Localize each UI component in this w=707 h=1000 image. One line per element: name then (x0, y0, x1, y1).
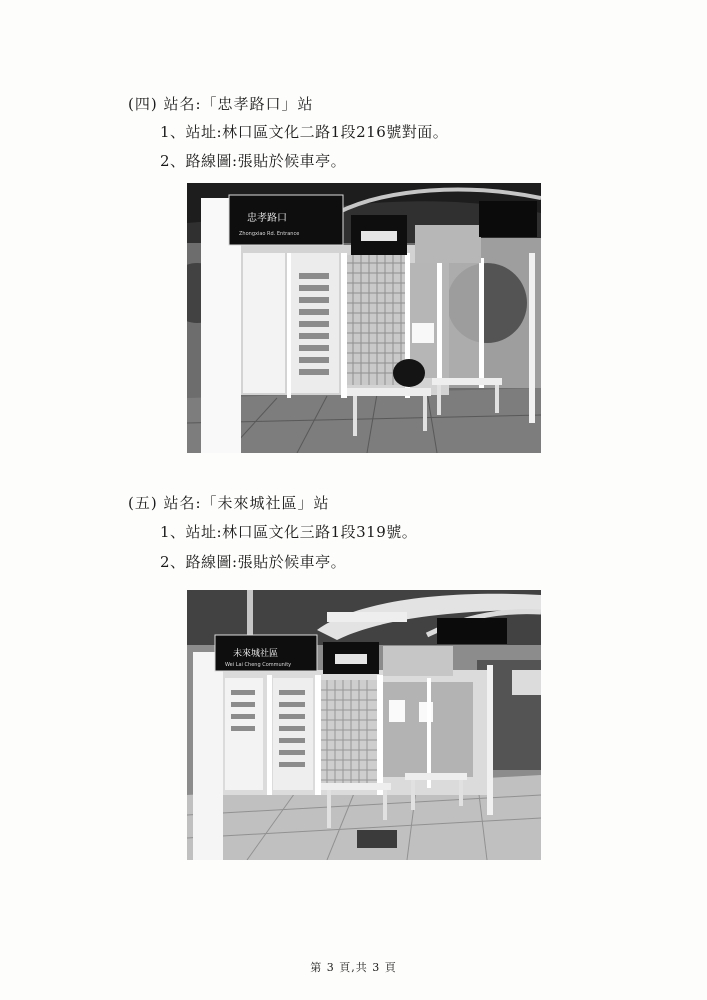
station-4-route-map: 2、路線圖:張貼於候車亭。 (160, 152, 347, 170)
station-4-sign-roman: Zhongxiao Rd. Entrance (239, 231, 300, 237)
station-5-sign-name: 未來城社區 (233, 649, 279, 659)
station-5-route-map: 2、路線圖:張貼於候車亭。 (160, 553, 347, 571)
station-4-address: 1、站址:林口區文化二路1段216號對面。 (160, 123, 449, 141)
page-footer: 第 3 頁,共 3 頁 (310, 961, 397, 974)
station-4-heading: (四) 站名:「忠孝路口」站 (128, 95, 314, 113)
station-5-heading: (五) 站名:「未來城社區」站 (128, 494, 330, 512)
station-5-photo (187, 590, 541, 860)
station-4-photo (187, 183, 541, 453)
station-4-sign-name: 忠孝路口 (247, 213, 287, 224)
station-5-address: 1、站址:林口區文化三路1段319號。 (160, 523, 418, 541)
station-5-sign-roman: Wei Lai Cheng Community (225, 662, 292, 668)
